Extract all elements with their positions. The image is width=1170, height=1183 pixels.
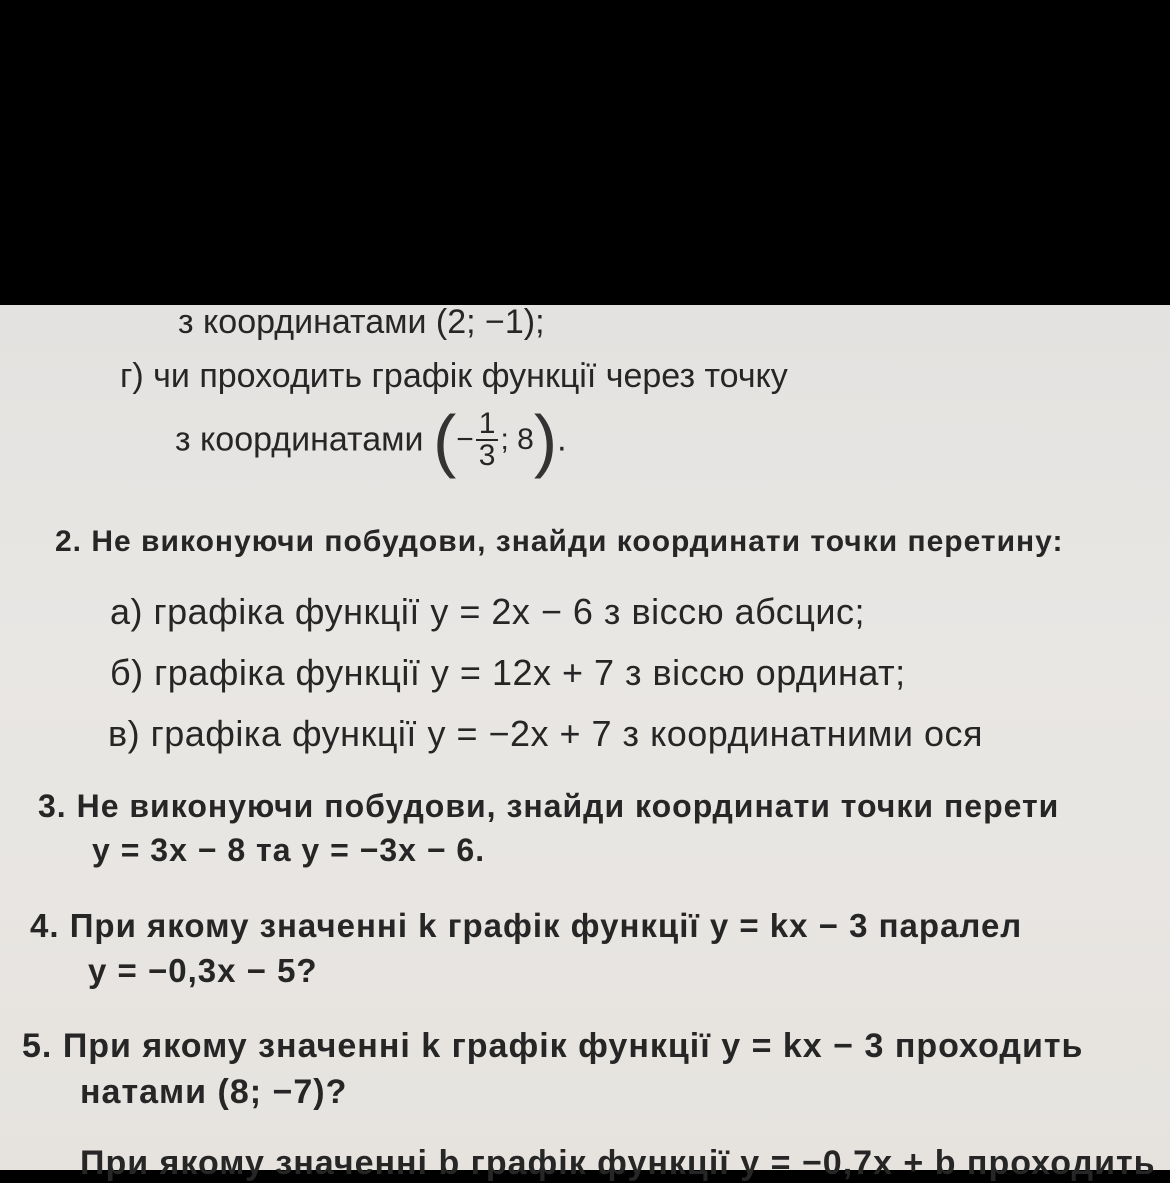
problem-number: 5. xyxy=(22,1027,53,1065)
left-paren: ( xyxy=(432,401,457,479)
problem-6-heading-partial: При якому значенні b графік функції y = −0,7x + b проходить xyxy=(80,1144,1156,1182)
problem-4-heading xyxy=(30,907,1022,945)
problem-3-equations: y = 3x − 8 та y = −3x − 6. xyxy=(92,832,486,868)
problem-5-coordinates: натами (8; −7)? xyxy=(80,1073,348,1111)
fraction-denominator: 3 xyxy=(478,439,496,472)
right-paren: ) xyxy=(533,401,558,479)
item-2b: б) графіка функції y = 12x + 7 з віссю ординат; xyxy=(110,652,906,693)
coordinates-prefix: з координатами xyxy=(175,420,424,459)
problem-4-equation: y = −0,3x − 5? xyxy=(88,952,318,989)
problem-3-heading xyxy=(38,788,1059,825)
item-g-coordinates-line xyxy=(175,401,567,495)
problem-2-heading xyxy=(55,525,1063,559)
item-g-question: г) чи проходить графік функції через точку xyxy=(120,357,788,395)
problem-number: 4. xyxy=(30,907,60,944)
coordinate-y: ; 8 xyxy=(500,423,534,456)
problem-text: При якому значенні k графік функції y = kx − 3 паралел xyxy=(69,907,1023,944)
problem-5-heading xyxy=(22,1027,1083,1066)
item-2a: а) графіка функції y = 2x − 6 з віссю абсцис; xyxy=(110,591,866,632)
fraction xyxy=(476,409,499,471)
fraction-sign: − xyxy=(456,423,474,456)
problem-number: 3. xyxy=(38,788,67,824)
problem-text: Не виконуючи побудови, знайди координати точки перети xyxy=(76,788,1060,824)
period: . xyxy=(557,420,567,459)
fraction-numerator: 1 xyxy=(476,409,499,441)
problem-text: При якому значенні k графік функції y = kx − 3 проходить xyxy=(62,1027,1084,1065)
item-2c: в) графіка функції y = −2x + 7 з координатними ося xyxy=(108,713,984,754)
problem-text: Не виконуючи побудови, знайди координати точки перетину: xyxy=(91,525,1064,558)
problem-number: 2. xyxy=(55,525,83,558)
line-coordinates-2-neg1: з координатами (2; −1); xyxy=(178,303,545,341)
